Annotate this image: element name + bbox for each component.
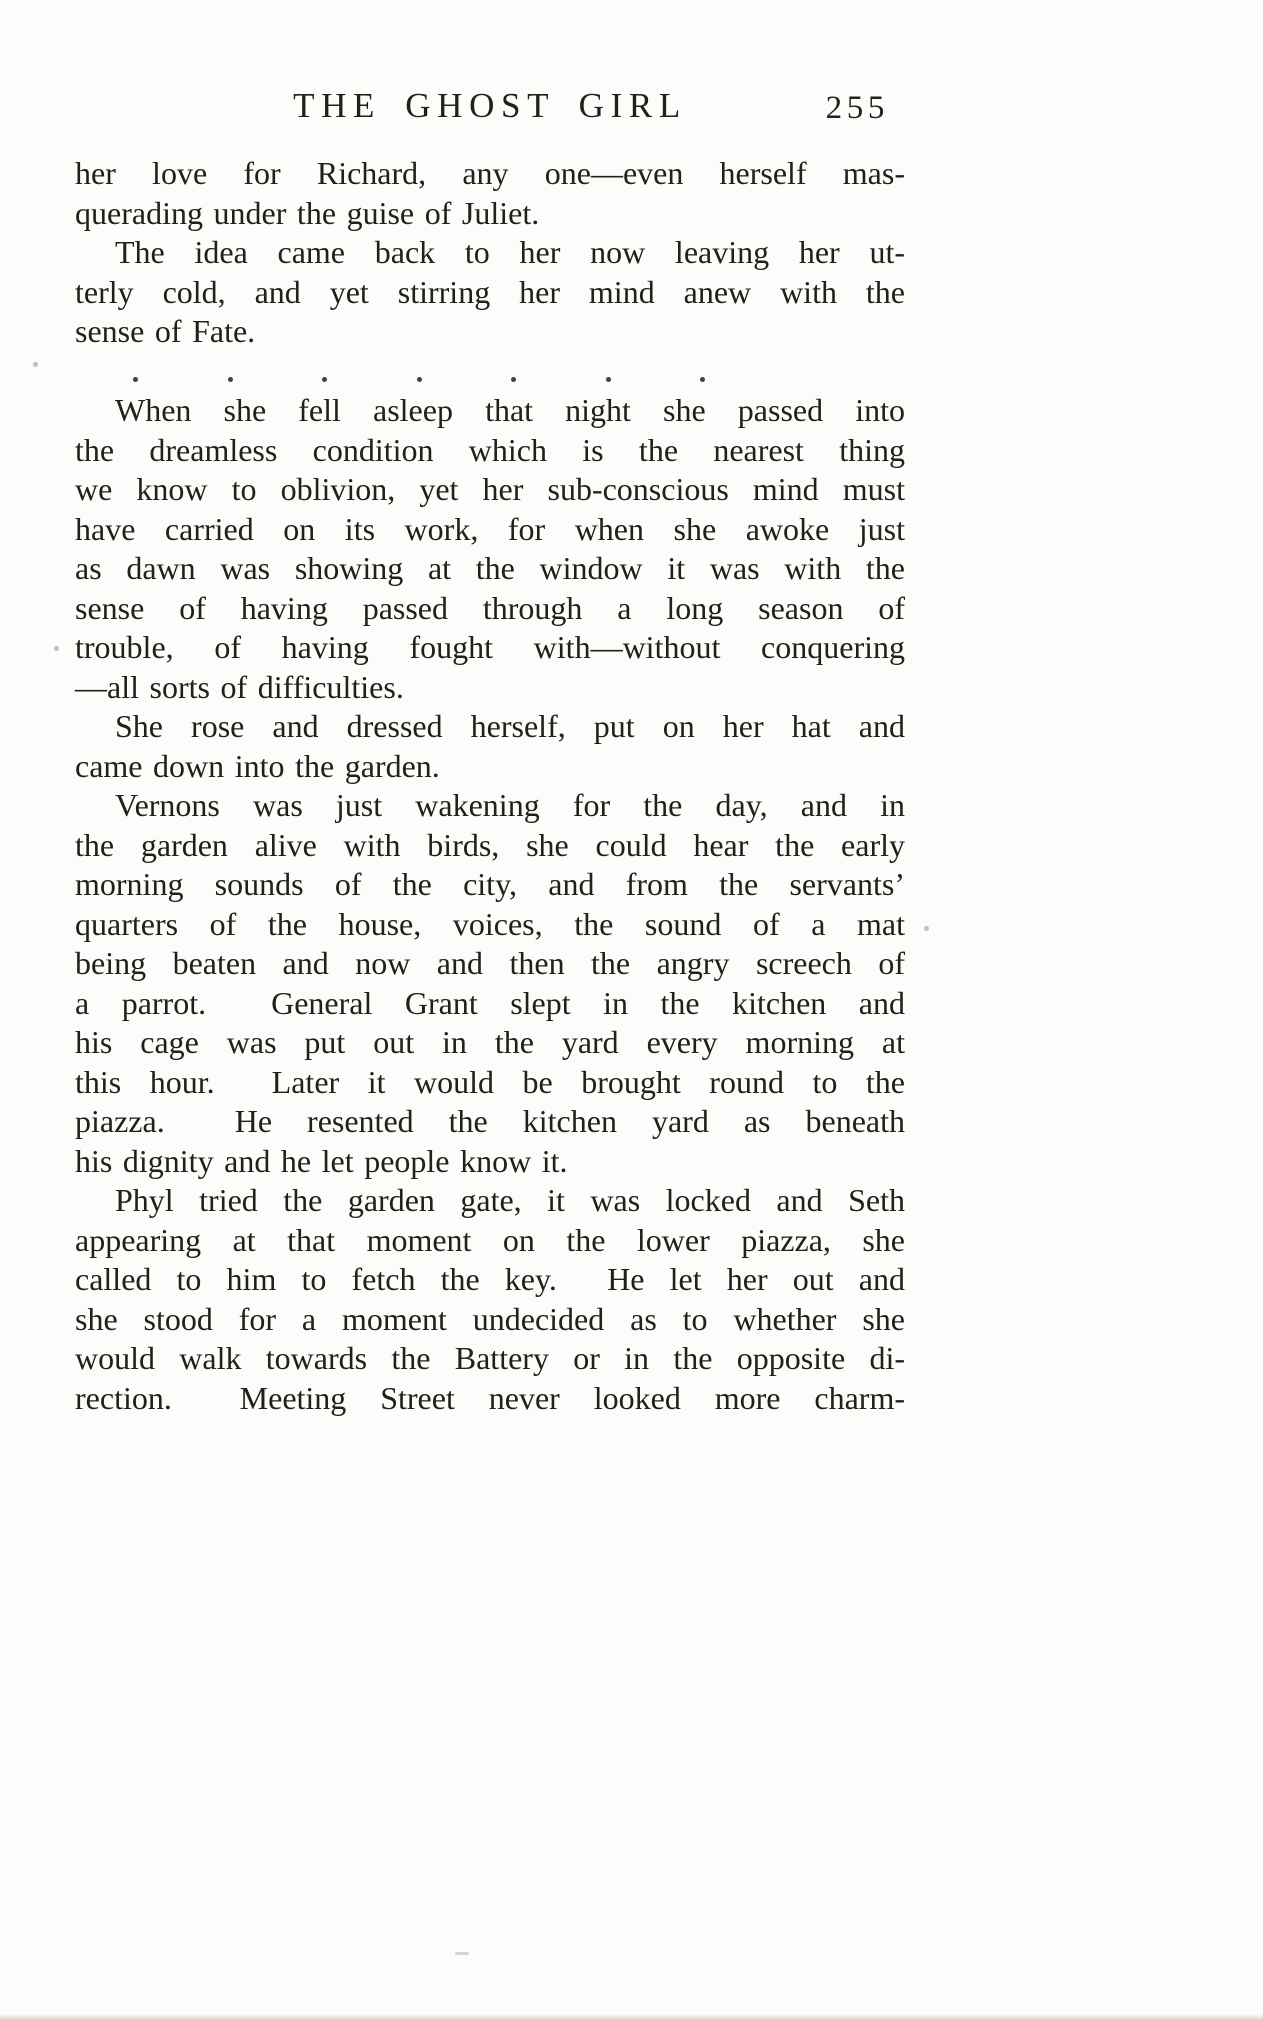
paragraph xyxy=(75,707,905,786)
text-line: Phyl tried the garden gate, it was locked and Seth xyxy=(115,1182,905,1218)
paragraph xyxy=(75,786,905,1181)
page-number: 255 xyxy=(825,90,889,126)
text-line: the dreamless condition which is the nearest thing xyxy=(75,431,905,468)
text-line: rection. Meeting Street never looked more charm- xyxy=(75,1379,905,1416)
section-break-dots xyxy=(133,352,705,392)
text-line: would walk towards the Battery or in the opposite di- xyxy=(75,1340,905,1376)
text-line: a parrot. General Grant slept in the kitchen and xyxy=(75,984,905,1021)
dot xyxy=(511,377,516,382)
text-line: she stood for a moment undecided as to whether she xyxy=(75,1300,905,1337)
text-line: his cage was put out in the yard every morning at xyxy=(75,1024,905,1060)
text-line: When she fell asleep that night she passed into xyxy=(115,392,905,428)
text-line: we know to oblivion, yet her sub-conscious mind must xyxy=(75,471,905,507)
text-line: trouble, of having fought with—without conquering xyxy=(75,629,905,665)
paragraph xyxy=(75,1181,905,1418)
dot xyxy=(228,377,233,382)
dot xyxy=(133,377,138,382)
text-line: sense of Fate. xyxy=(75,313,256,349)
text-line: his dignity and he let people know it. xyxy=(75,1142,568,1179)
text-line: quarters of the house, voices, the sound of a mat xyxy=(75,905,905,942)
paragraph xyxy=(75,154,905,233)
text-line: She rose and dressed herself, put on her hat and xyxy=(115,708,905,744)
body-text-block xyxy=(75,154,905,1418)
text-line: the garden alive with birds, she could hear the early xyxy=(75,826,905,863)
dot xyxy=(417,377,422,382)
scan-speck xyxy=(54,646,59,651)
text-line: her love for Richard, any one—even herself mas- xyxy=(75,155,905,191)
text-line: as dawn was showing at the window it was with the xyxy=(75,550,905,586)
text-line: morning sounds of the city, and from the servants’ xyxy=(75,866,905,902)
page-header xyxy=(75,84,905,128)
text-line: being beaten and now and then the angry screech of xyxy=(75,945,905,981)
text-line: sense of having passed through a long season of xyxy=(75,589,905,626)
text-line: have carried on its work, for when she awoke just xyxy=(75,510,905,547)
text-line: —all sorts of difficulties. xyxy=(75,668,404,705)
paragraph xyxy=(75,233,905,352)
dot xyxy=(322,377,327,382)
text-line: querading under the guise of Juliet. xyxy=(75,194,540,231)
dot xyxy=(606,377,611,382)
scan-speck xyxy=(33,362,38,367)
text-line: came down into the garden. xyxy=(75,747,440,784)
text-line: appearing at that moment on the lower piazza, she xyxy=(75,1221,905,1258)
text-line: The idea came back to her now leaving her ut- xyxy=(115,234,905,270)
scan-page-edge xyxy=(0,2015,1263,2020)
scan-speck xyxy=(924,926,929,931)
text-line: piazza. He resented the kitchen yard as beneath xyxy=(75,1103,905,1139)
text-line: Vernons was just wakening for the day, and in xyxy=(115,787,905,823)
paragraph xyxy=(75,391,905,707)
text-line: called to him to fetch the key. He let her out and xyxy=(75,1261,905,1297)
running-title: THE GHOST GIRL xyxy=(293,86,687,125)
dot xyxy=(700,377,705,382)
text-line: terly cold, and yet stirring her mind anew with the xyxy=(75,273,905,310)
scan-mark xyxy=(455,1952,469,1955)
text-line: this hour. Later it would be brought round to the xyxy=(75,1063,905,1100)
